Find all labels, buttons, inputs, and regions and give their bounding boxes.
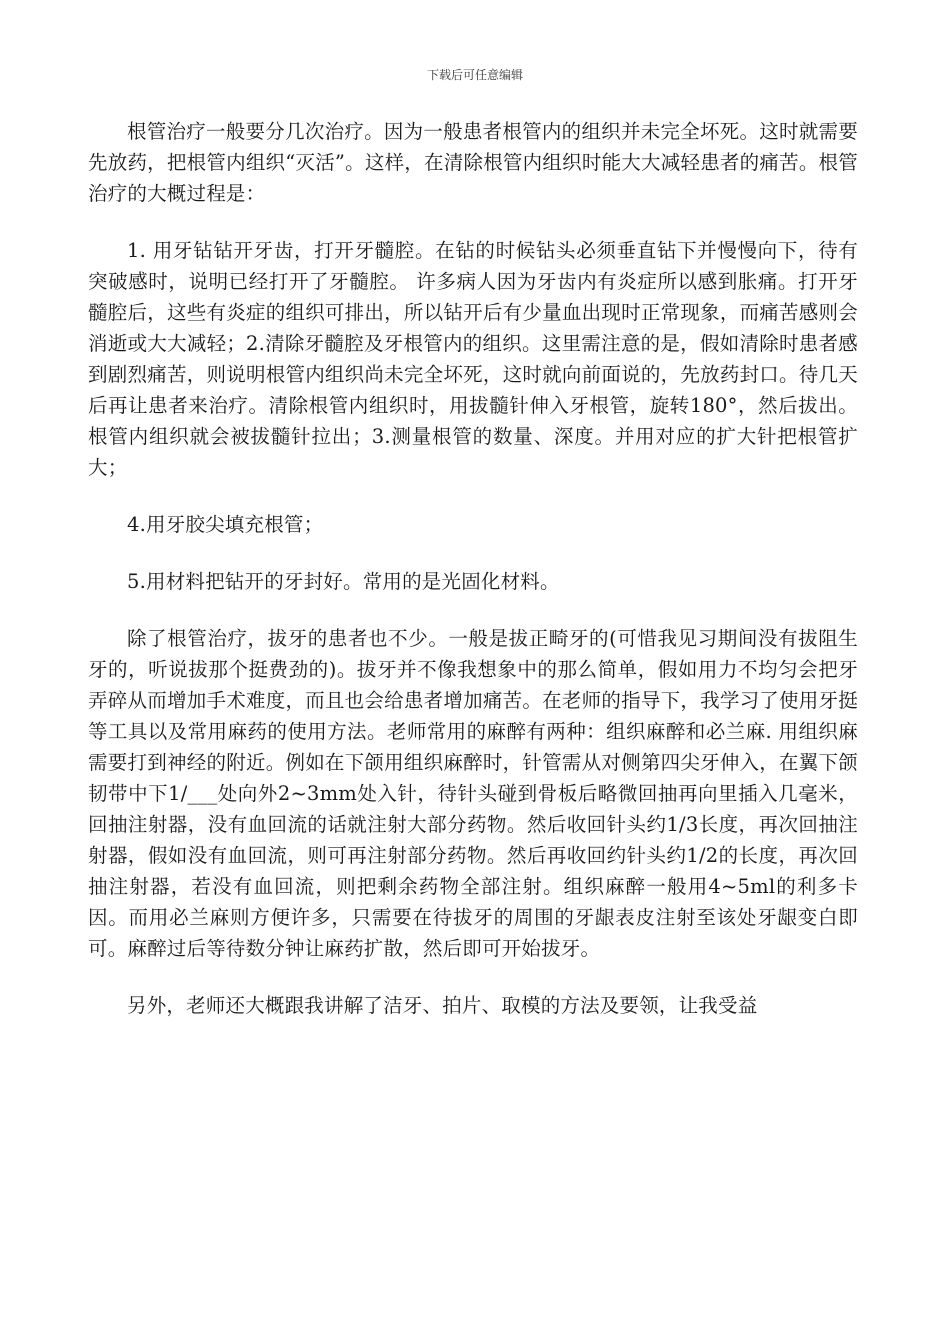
paragraph-intro: 根管治疗一般要分几次治疗。因为一般患者根管内的组织并未完全坏死。这时就需要先放药，把根管内组织“灭活”。这样，在清除根管内组织时能大大减轻患者的痛苦。根管治疗的大概过程是： (88, 120, 858, 205)
page-header: 下载后可任意编辑 (426, 68, 523, 82)
document-body (88, 116, 858, 1047)
paragraph-extraction: 除了根管治疗，拔牙的患者也不少。一般是拔正畸牙的(可惜我见习期间没有拔阻生牙的，听说拔那个挺费劲的)。拔牙并不像我想象中的那么简单，假如用力不均匀会把牙弄碎从而增加手术难度，而且也会给患者增加痛苦。在老师的指导下，我学习了使用牙挺等工具以及常用麻药的使用方法。老师常用的麻醉有两种：组织麻醉和必兰麻. 用组织麻需要打到神经的附近。例如在下颌用组织麻醉时，针管需从对侧第四尖牙伸入，在翼下颌韧带中下1/___处向外2~3mm处入针，待针头碰到骨板后略微回抽再向里插入几毫米，回抽注射器，没有血回流的话就注射大部分药物。然后收回针头约1/3长度，再次回抽注射器，假如没有血回流，则可再注射部分药物。然后再收回约针头约1/2的长度，再次回抽注射器，若没有血回流，则把剩余药物全部注射。组织麻醉一般用4~5ml的利多卡因。而用必兰麻则方便许多，只需要在待拔牙的周围的牙龈表皮注射至该处牙龈变白即可。麻醉过后等待数分钟让麻药扩散，然后即可开始拔牙。 (88, 627, 858, 960)
paragraph-step-4: 4.用牙胶尖填充根管； (127, 513, 324, 536)
paragraph-other: 另外，老师还大概跟我讲解了洁牙、拍片、取模的方法及要领，让我受益 (127, 994, 758, 1017)
paragraph-step-5: 5.用材料把钻开的牙封好。常用的是光固化材料。 (127, 570, 560, 593)
paragraph-steps: 1. 用牙钻钻开牙齿，打开牙髓腔。在钻的时候钻头必须垂直钻下并慢慢向下，待有突破感时，说明已经打开了牙髓腔。 许多病人因为牙齿内有炎症所以感到胀痛。打开牙髓腔后，这些有炎症的组织可排出，所以钻开后有少量血出现时正常现象，而痛苦感则会消逝或大大减轻；2.清除牙髓腔及牙根管内的组织。这里需注意的是，假如清除时患者感到剧烈痛苦，则说明根管内组织尚未完全坏死，这时就向前面说的，先放药封口。待几天后再让患者来治疗。清除根管内组织时，用拔髓针伸入牙根管，旋转180°，然后拔出。根管内组织就会被拔髓针拉出；3.测量根管的数量、深度。并用对应的扩大针把根管扩大； (88, 239, 858, 479)
